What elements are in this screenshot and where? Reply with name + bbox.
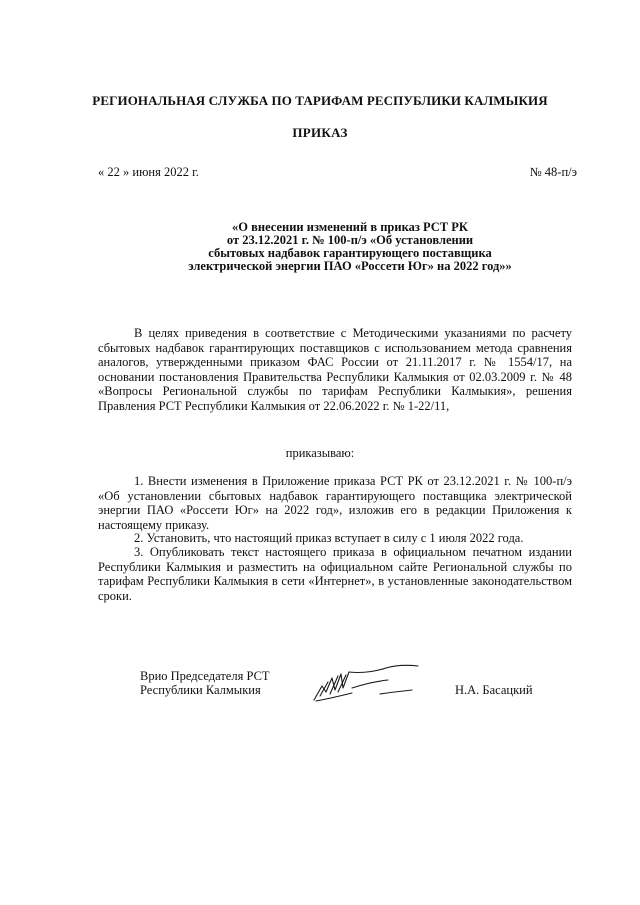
order-item-1: 1. Внести изменения в Приложение приказа РСТ РК от 23.12.2021 г. № 100-п/э «Об установлении сбытовых надбавок гарантирующего поставщика электрической энергии ПАО «Россети Юг» на 2022 год», изложив его в редакции Приложения к настоящему приказу. — [98, 474, 572, 532]
subject-line: сбытовых надбавок гарантирующего поставщика — [208, 246, 492, 260]
order-subject — [120, 221, 580, 273]
order-date: « 22 » июня 2022 г. — [98, 165, 199, 179]
preamble-paragraph: В целях приведения в соответствие с Методическими указаниями по расчету сбытовых надбавок гарантирующих поставщиков с использованием метода сравнения аналогов, утвержденными приказом ФАС России от 21.11.2017 г. № 1554/17, на основании постановления Правительства Республики Калмыкия от 02.03.2009 г. № 48 «Вопросы Региональной службы по тарифам Республики Калмыкия», решения Правления РСТ Республики Калмыкия от 22.06.2022 г. № 1-22/11, — [98, 326, 572, 413]
order-item-3: 3. Опубликовать текст настоящего приказа в официальном печатном издании Республики Калмыкия и разместить на официальном сайте Региональной службы по тарифам Республики Калмыкия в сети «Интернет», в установленные законодательством сроки. — [98, 545, 572, 603]
subject-line: электрической энергии ПАО «Россети Юг» на 2022 год»» — [188, 259, 512, 273]
signer-position-line: Республики Калмыкия — [140, 683, 261, 697]
order-number: № 48-п/э — [529, 165, 577, 179]
signer-position — [140, 669, 270, 697]
signer-name: Н.А. Басацкий — [455, 683, 533, 697]
subject-line: от 23.12.2021 г. № 100-п/э «Об установлении — [226, 233, 474, 247]
agency-title: РЕГИОНАЛЬНАЯ СЛУЖБА ПО ТАРИФАМ РЕСПУБЛИКИ КАЛМЫКИЯ — [92, 93, 548, 108]
order-directive: приказываю: — [285, 446, 355, 460]
order-item-2: 2. Установить, что настоящий приказ вступает в силу с 1 июля 2022 года. — [134, 531, 524, 545]
signer-position-line: Врио Председателя РСТ — [140, 669, 270, 683]
document-type: ПРИКАЗ — [292, 125, 348, 140]
subject-line: «О внесении изменений в приказ РСТ РК — [232, 220, 468, 234]
handwritten-signature — [308, 660, 438, 705]
